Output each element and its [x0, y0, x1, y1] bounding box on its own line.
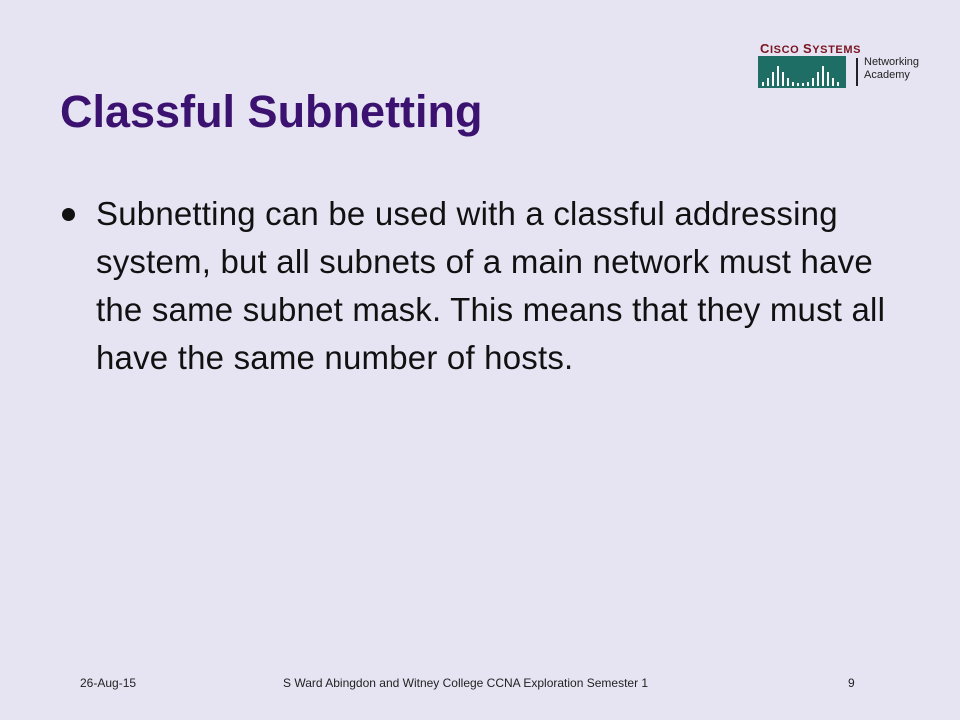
cisco-bridge-bars-icon [758, 56, 846, 88]
footer-date: 26-Aug-15 [80, 676, 137, 690]
bullet-dot-icon [62, 208, 75, 221]
cisco-networking-academy-logo [758, 40, 930, 90]
bullet-item [60, 190, 900, 382]
cisco-systems-wordmark: CISCO SYSTEMS [760, 41, 862, 56]
footer-page-number: 9 [848, 676, 855, 690]
academy-line-1: Networking [864, 56, 920, 68]
footer-course-info: S Ward Abingdon and Witney College CCNA Exploration Semester 1 [283, 676, 649, 690]
academy-line-2: Academy [864, 69, 910, 81]
networking-academy-text [864, 56, 919, 82]
logo-divider [856, 58, 858, 86]
bullet-text: Subnetting can be used with a classful addressing system, but all subnets of a main network must have the same subnet mask. This means that they must all have the same number of hosts. [96, 195, 886, 376]
bullet-list [60, 190, 900, 382]
slide-title: Classful Subnetting [60, 86, 483, 137]
